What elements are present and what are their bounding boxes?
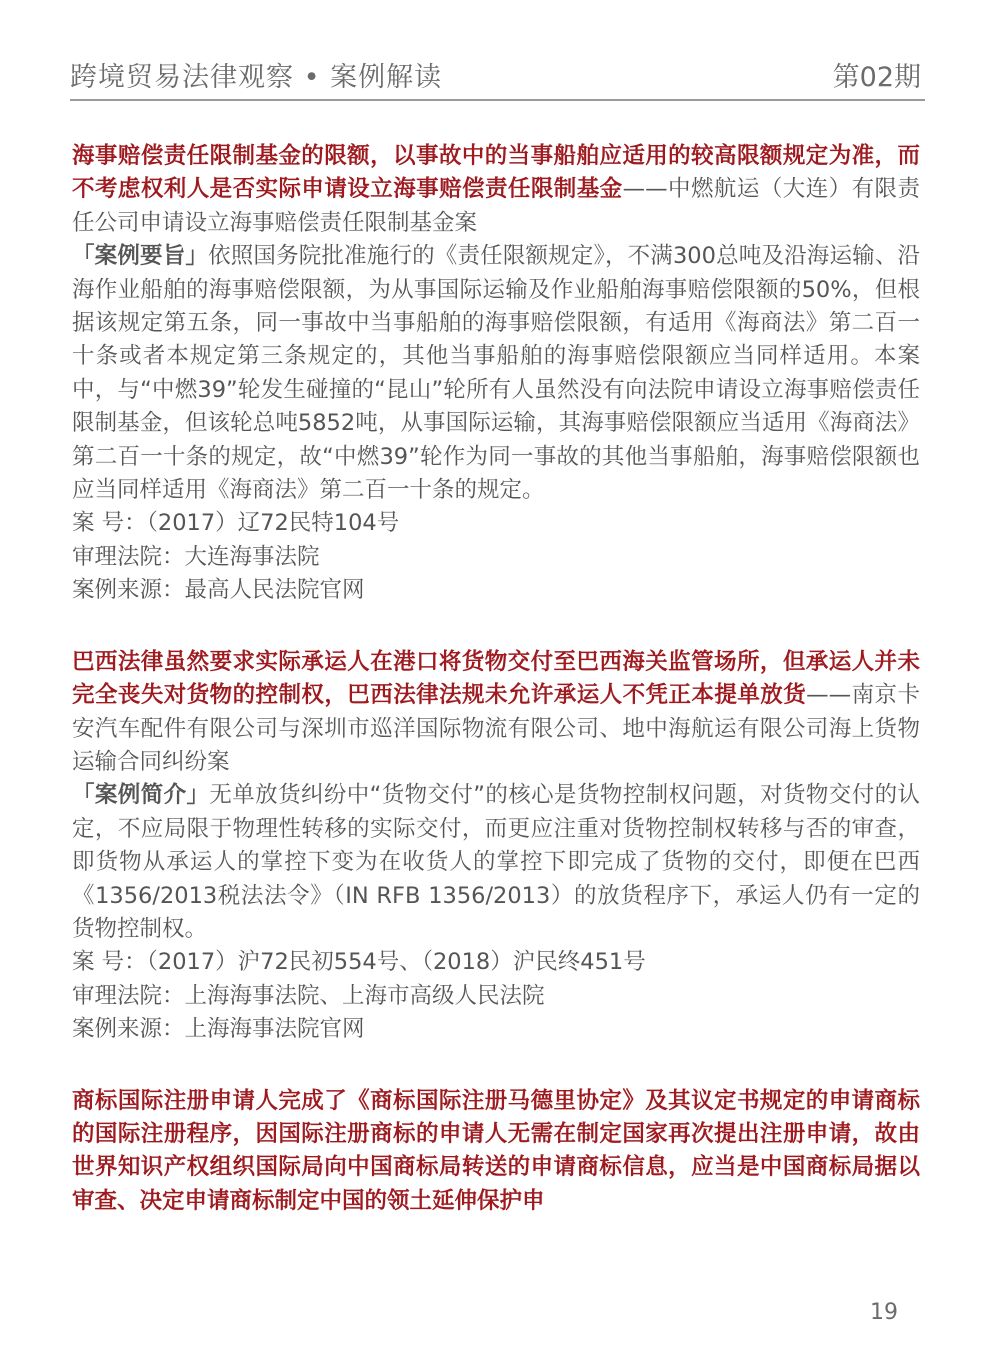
page-header	[70, 55, 925, 101]
case-subtitle: ——中燃航运（大连）有限责任公司申请设立海事赔偿责任限制基金案	[72, 176, 920, 236]
case-title	[72, 1085, 920, 1219]
case-entry	[72, 1085, 920, 1219]
case-number: 案 号：（2017）沪72民初554号、（2018）沪民终451号	[72, 949, 646, 976]
case-source: 案例来源：上海海事法院官网	[72, 1016, 365, 1043]
summary-label: 「案例要旨」	[72, 243, 209, 270]
case-headline: 巴西法律虽然要求实际承运人在港口将货物交付至巴西海关监管场所，但承运人并未完全丧失对货物的控制权，巴西法律法规未允许承运人不凭正本提单放货	[72, 648, 920, 709]
case-headline: 海事赔偿责任限制基金的限额，以事故中的当事船舶应适用的较高限额规定为准，而不考虑权利人是否实际申请设立海事赔偿责任限制基金	[72, 143, 920, 203]
case-entry	[72, 140, 920, 608]
case-number: 案 号：（2017）辽72民特104号	[72, 510, 400, 537]
case-summary	[72, 240, 920, 507]
trial-court: 审理法院：大连海事法院	[72, 543, 320, 570]
case-title	[72, 646, 920, 780]
page-number: 19	[870, 1300, 898, 1325]
trial-court: 审理法院：上海海事法院、上海市高级人民法院	[72, 982, 545, 1009]
case-entry	[72, 646, 920, 1047]
case-headline: 商标国际注册申请人完成了《商标国际注册马德里协定》及其议定书规定的申请商标的国际注册程序，因国际注册商标的申请人无需在制定国家再次提出注册申请，故由世界知识产权组织国际局向中国商标局转送的申请商标信息，应当是中国商标局据以审查、决定申请商标制定中国的领土延伸保护申	[72, 1087, 920, 1214]
case-subtitle: ——南京卡安汽车配件有限公司与深圳市巡洋国际物流有限公司、地中海航运有限公司海上货物运输合同纠纷案	[72, 682, 920, 775]
publication-title: 跨境贸易法律观察 • 案例解读	[70, 62, 443, 93]
case-title	[72, 140, 920, 240]
summary-label: 「案例简介」	[72, 782, 210, 809]
case-summary	[72, 779, 920, 946]
case-source: 案例来源：最高人民法院官网	[72, 577, 365, 604]
article-body	[72, 140, 920, 1256]
summary-text: 无单放货纠纷中“货物交付”的核心是货物控制权问题，对货物交付的认定，不应局限于物理性转移的实际交付，而更应注重对货物控制权转移与否的审查，即货物从承运人的掌控下变为在收货人的掌控下即完成了货物的交付，即便在巴西《1356/2013税法法令》（IN RFB 1356/2013）的放货程序下，承运人仍有一定的货物控制权。	[72, 782, 920, 942]
issue-number: 第02期	[832, 62, 921, 93]
summary-text: 依照国务院批准施行的《责任限额规定》，不满300总吨及沿海运输、沿海作业船舶的海事赔偿限额，为从事国际运输及作业船舶海事赔偿限额的50%，但根据该规定第五条，同一事故中当事船舶的海事赔偿限额，有适用《海商法》第二百一十条或者本规定第三条规定的，其他当事船舶的海事赔偿限额应当同样适用。本案中，与“中燃39”轮发生碰撞的“昆山”轮所有人虽然没有向法院申请设立海事赔偿责任限制基金，但该轮总吨5852吨，从事国际运输，其海事赔偿限额应当适用《海商法》第二百一十条的规定，故“中燃39”轮作为同一事故的其他当事船舶，海事赔偿限额也应当同样适用《海商法》第二百一十条的规定。	[72, 243, 920, 504]
